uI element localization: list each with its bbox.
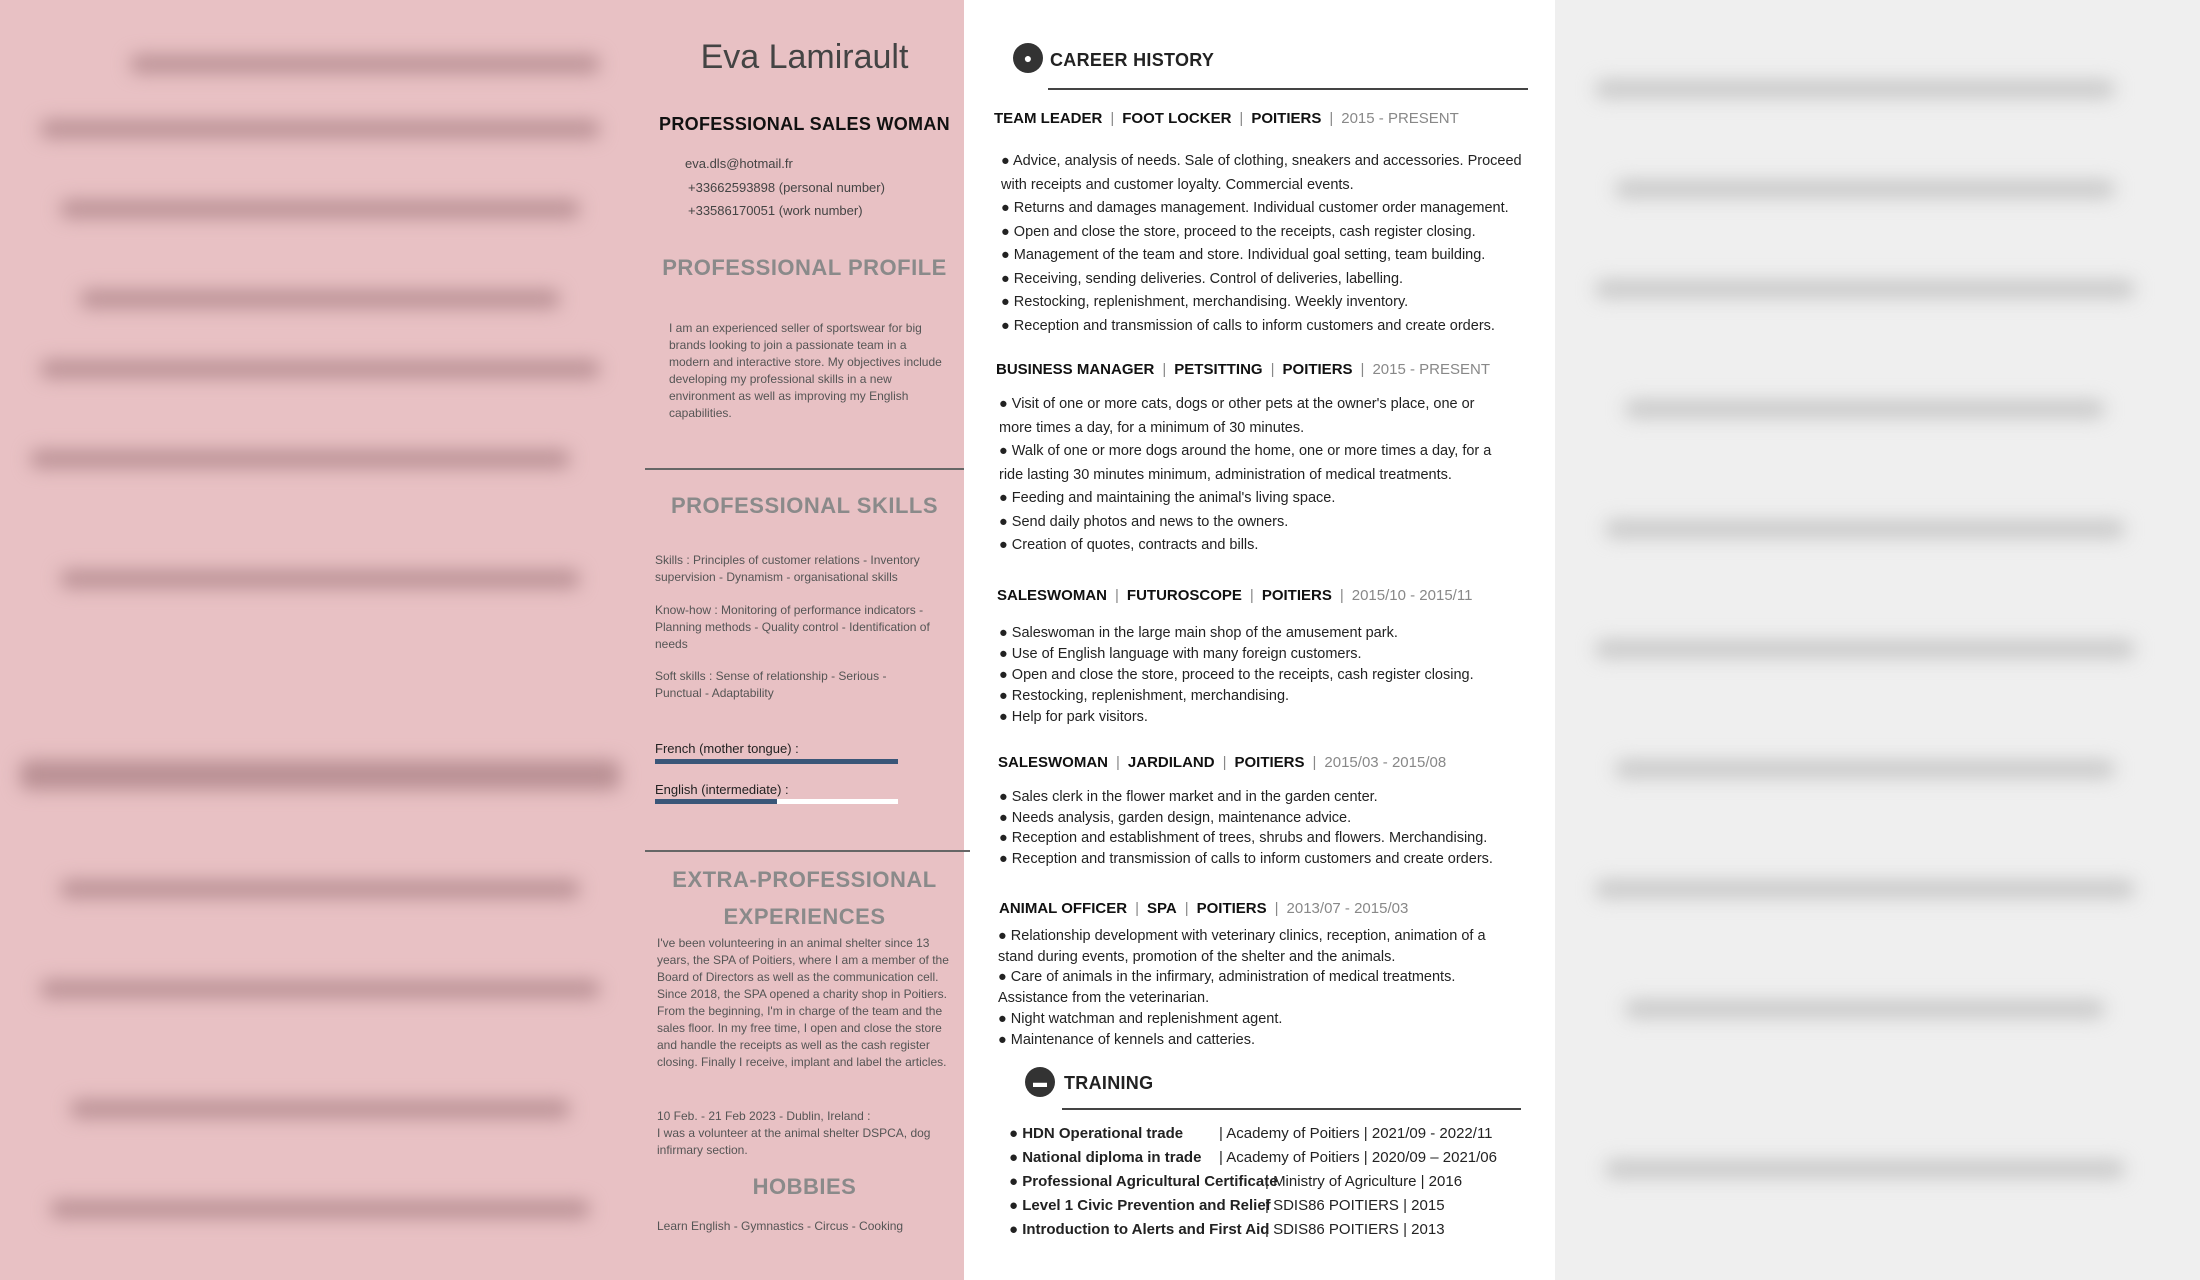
extra-title-line-2: EXPERIENCES [723, 904, 886, 929]
job-header: TEAM LEADER | FOOT LOCKER | POITIERS | 2015 - PRESENT [994, 110, 1459, 127]
job-position: BUSINESS MANAGER [996, 361, 1155, 378]
extra-text-2: I was a volunteer at the animal shelter DSPCA, dog infirmary section. [657, 1126, 931, 1157]
language-label-english: English (intermediate) : [655, 782, 789, 797]
resume-sidebar [645, 0, 964, 1280]
job-bullet: ● Feeding and maintaining the animal's living space. [999, 490, 1336, 506]
job-bullet: Assistance from the veterinarian. [998, 990, 1210, 1007]
job-bullet: ● Relationship development with veterinary clinics, reception, animation of a [998, 928, 1486, 944]
job-dates: 2015/10 - 2015/11 [1351, 587, 1473, 604]
training-info: | SDIS86 POITIERS | 2013 [1265, 1221, 1445, 1238]
contact-email: eva.dls@hotmail.fr [685, 156, 793, 171]
job-header: ANIMAL OFFICER | SPA | POITIERS | 2013/07 - 2015/03 [999, 900, 1409, 917]
sidebar-divider [645, 468, 964, 470]
job-position: SALESWOMAN [997, 587, 1107, 604]
briefcase-icon: ● [1013, 43, 1043, 73]
knowhow-text: Know-how : Monitoring of performance indicators - Planning methods - Quality control - Identification of needs [655, 603, 930, 651]
training-title-underline [1062, 1108, 1521, 1110]
job-bullet: stand during events, promotion of the shelter and the animals. [998, 948, 1396, 965]
profile-section-title: PROFESSIONAL PROFILE [662, 255, 947, 280]
job-bullet: ● Maintenance of kennels and catteries. [998, 1031, 1256, 1048]
language-bar-english [655, 799, 898, 804]
training-title: ● Introduction to Alerts and First Aid [1009, 1221, 1270, 1238]
job-company: JARDILAND [1127, 754, 1215, 771]
job-bullet: ● Returns and damages management. Individual customer order management. [1001, 200, 1509, 216]
candidate-role: PROFESSIONAL SALES WOMAN [659, 114, 950, 134]
job-position: TEAM LEADER [994, 110, 1103, 127]
training-title: ● HDN Operational trade [1009, 1125, 1184, 1142]
job-bullet: ● Send daily photos and news to the owners. [999, 513, 1289, 530]
job-header: SALESWOMAN | JARDILAND | POITIERS | 2015/03 - 2015/08 [998, 754, 1447, 771]
softskills-text: Soft skills : Sense of relationship - Serious - Punctual - Adaptability [655, 669, 887, 700]
job-bullets [1001, 150, 1522, 338]
career-title-underline [1048, 88, 1528, 90]
job-header: BUSINESS MANAGER | PETSITTING | POITIERS | 2015 - PRESENT [996, 361, 1490, 378]
job-bullets [999, 623, 1474, 728]
skills-text: Skills : Principles of customer relations - Inventory supervision - Dynamism - organisational skills [655, 553, 920, 584]
job-bullet: ● Receiving, sending deliveries. Control of deliveries, labelling. [1001, 270, 1404, 287]
job-dates: 2015 - PRESENT [1372, 361, 1490, 378]
job-bullet: ● Management of the team and store. Individual goal setting, team building. [1001, 247, 1486, 263]
language-label-french: French (mother tongue) : [655, 741, 799, 756]
job-city: POITIERS [1251, 110, 1322, 127]
job-bullet: ● Care of animals in the infirmary, administration of medical treatments. [998, 969, 1456, 986]
job-bullet: ● Visit of one or more cats, dogs or other pets at the owner's place, one or [999, 396, 1475, 412]
job-bullet: ● Reception and transmission of calls to inform customers and create orders. [999, 850, 1493, 867]
profile-text: I am an experienced seller of sportswear for big brands looking to join a passionate team in a modern and interactive store. My objectives include developing my professional skills in a new environment as well as improving my English capabilities. [669, 321, 942, 420]
extra-text: I've been volunteering in an animal shelter since 13 years, the SPA of Poitiers, where I am a member of the Board of Directors as well as the communication cell. Since 2018, the SPA opened a charity shop in Poitiers. From the beginning, I'm in charge of the team and the sales floor. In my free time, I open and close the store and handle the receipts as well as the cash register closing. Finally I receive, implant and label the articles. [657, 936, 949, 1069]
job-bullets [999, 787, 1493, 869]
blurred-background-right [1555, 0, 2200, 1280]
contact-phone-personal: +33662593898 (personal number) [688, 179, 885, 195]
job-bullet: ● Saleswoman in the large main shop of the amusement park. [999, 625, 1398, 641]
job-bullet: ● Creation of quotes, contracts and bills. [999, 537, 1259, 553]
job-bullet: ● Walk of one or more dogs around the home, one or more times a day, for a [999, 443, 1492, 459]
job-position: SALESWOMAN [998, 754, 1108, 771]
job-bullet: ● Help for park visitors. [999, 709, 1148, 725]
job-city: POITIERS [1196, 900, 1267, 917]
job-city: POITIERS [1261, 587, 1332, 604]
resume-main [964, 0, 1555, 1280]
resume-page [645, 0, 1555, 1280]
language-bar-french [655, 759, 898, 764]
job-company: SPA [1146, 900, 1177, 917]
job-dates: 2015/03 - 2015/08 [1324, 754, 1447, 771]
extra-title-line-1: EXTRA-PROFESSIONAL [672, 867, 937, 892]
extra-date: 10 Feb. - 21 Feb 2023 - Dublin, Ireland : [657, 1109, 871, 1123]
job-bullet: ● Advice, analysis of needs. Sale of clothing, sneakers and accessories. Proceed [1001, 153, 1522, 169]
hobbies-text: Learn English - Gymnastics - Circus - Cooking [657, 1219, 904, 1233]
candidate-name: Eva Lamirault [700, 38, 909, 76]
job-bullet: ● Reception and transmission of calls to inform customers and create orders. [1001, 317, 1495, 334]
graduation-cap-icon: ▬ [1025, 1067, 1055, 1097]
job-dates: 2013/07 - 2015/03 [1286, 900, 1409, 917]
job-company: FOOT LOCKER [1122, 110, 1232, 127]
job-company: PETSITTING [1174, 361, 1263, 378]
job-city: POITIERS [1234, 754, 1305, 771]
training-title: ● Professional Agricultural Certificate [1009, 1173, 1278, 1190]
extra-section-title [645, 861, 964, 935]
job-bullet: ● Open and close the store, proceed to the receipts, cash register closing. [1001, 223, 1476, 240]
job-company: FUTUROSCOPE [1126, 587, 1242, 604]
job-bullet: ● Restocking, replenishment, merchandising. [999, 688, 1290, 704]
training-title: ● National diploma in trade [1009, 1149, 1202, 1166]
job-bullet: ● Needs analysis, garden design, maintenance advice. [999, 809, 1352, 826]
job-bullet: ride lasting 30 minutes minimum, administration of medical treatments. [999, 466, 1452, 483]
job-bullet: ● Use of English language with many foreign customers. [999, 646, 1362, 662]
hobbies-section-title: HOBBIES [752, 1174, 857, 1199]
job-city: POITIERS [1282, 361, 1353, 378]
blurred-background-left [0, 0, 645, 1280]
job-bullet: ● Reception and establishment of trees, shrubs and flowers. Merchandising. [999, 830, 1488, 846]
job-header: SALESWOMAN | FUTUROSCOPE | POITIERS | 2015/10 - 2015/11 [997, 587, 1473, 604]
sidebar-divider [645, 850, 970, 852]
job-position: ANIMAL OFFICER [999, 900, 1128, 917]
skills-section-title: PROFESSIONAL SKILLS [670, 493, 938, 518]
job-bullet: ● Restocking, replenishment, merchandising. Weekly inventory. [1001, 294, 1409, 310]
training-title: ● Level 1 Civic Prevention and Relief [1009, 1197, 1271, 1214]
training-section-title: TRAINING [1064, 1073, 1154, 1093]
job-dates: 2015 - PRESENT [1341, 110, 1459, 127]
job-bullet: ● Night watchman and replenishment agent. [998, 1010, 1283, 1027]
job-bullet: with receipts and customer loyalty. Commercial events. [1001, 176, 1354, 193]
training-info: | SDIS86 POITIERS | 2015 [1265, 1197, 1445, 1214]
job-bullets [998, 926, 1486, 1050]
training-info: | Academy of Poitiers | 2020/09 – 2021/06 [1219, 1149, 1497, 1166]
job-bullet: more times a day, for a minimum of 30 minutes. [999, 419, 1305, 436]
job-bullets [999, 393, 1491, 558]
contact-block [685, 152, 885, 223]
job-bullet: ● Sales clerk in the flower market and in the garden center. [999, 789, 1378, 805]
training-info: | Academy of Poitiers | 2021/09 - 2022/11 [1219, 1125, 1493, 1142]
job-bullet: ● Open and close the store, proceed to the receipts, cash register closing. [999, 667, 1474, 683]
contact-phone-work: +33586170051 (work number) [688, 203, 863, 218]
career-section-title: CAREER HISTORY [1050, 50, 1215, 70]
training-info: | Ministry of Agriculture | 2016 [1265, 1173, 1463, 1190]
